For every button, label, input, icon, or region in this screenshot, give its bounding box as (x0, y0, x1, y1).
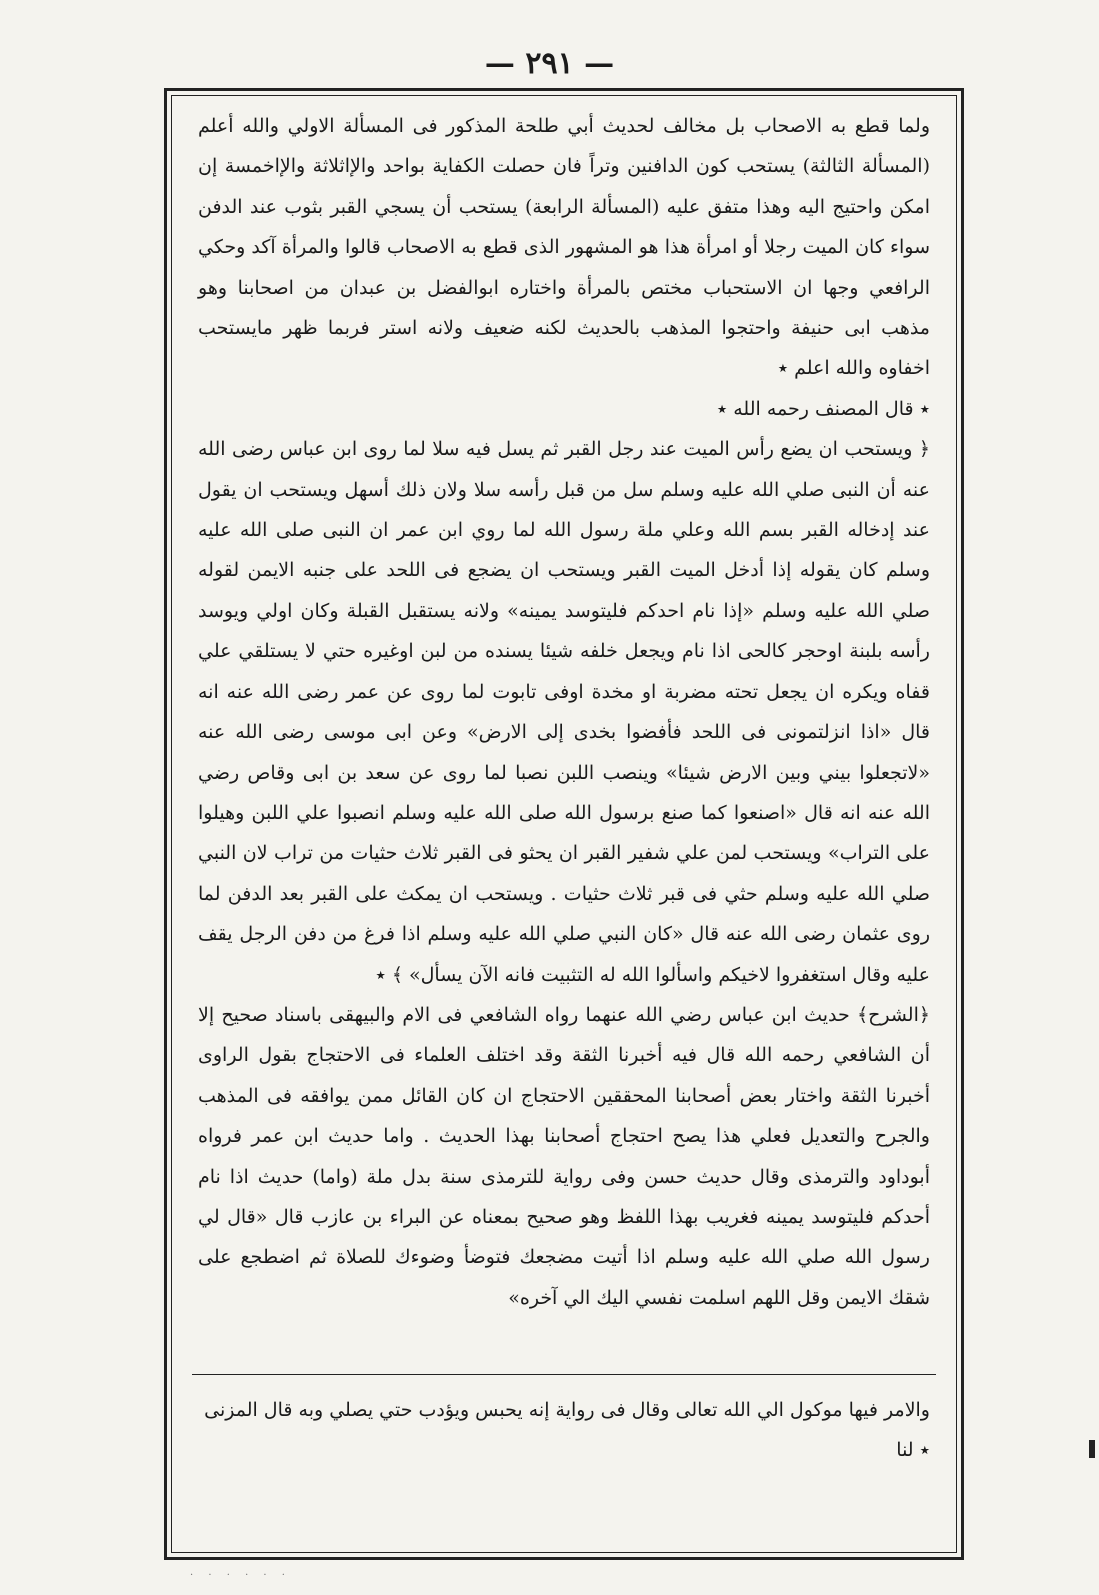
text-frame-inner (171, 95, 957, 1553)
page-number: — ٢٩١ — (484, 46, 615, 81)
paragraph-2: ﴿ ويستحب ان يضع رأس الميت عند رجل القبر ثم يسل فيه سلا لما روى ابن عباس رضى الله عنه أن النبى صلي الله عليه وسلم سل من قبل رأسه سلا ولان ذلك أسهل ويستحب ان يقول عند إدخاله القبر بسم الله وعلي ملة رسول الله لما روي ابن عمر ان النبى صلى الله عليه وسلم كان يقوله إذا أدخل الميت القبر ويستحب ان يضجع فى اللحد على جنبه الايمن لقوله صلي الله عليه وسلم «إذا نام احدكم فليتوسد يمينه» ولانه يستقبل القبلة وكان اولي ويوسد رأسه بلبنة اوحجر كالحى اذا نام ويجعل خلفه شيئا يسنده من لبن اوغيره حتي لا يستلقي علي قفاه ويكره ان يجعل تحته مضربة او مخدة اوفى تابوت لما روى عن عمر رضى الله عنه انه قال «اذا انزلتمونى فى اللحد فأفضوا بخدى إلى الارض» وعن ابى موسى رضى الله عنه «لاتجعلوا بيني وبين الارض شيئا» وينصب اللبن نصبا لما روى عن سعد بن ابى وقاص رضي الله عنه انه قال «اصنعوا كما صنع برسول الله صلى الله عليه وسلم انصبوا علي اللبن وهيلوا على التراب» ويستحب لمن علي شفير القبر ان يحثو فى القبر ثلاث حثيات من تراب لان النبي صلي الله عليه وسلم حثي فى قبر ثلاث حثيات . ويستحب ان يمكث على القبر بعد الدفن لما روى عثمان رضى الله عنه قال «كان النبي صلي الله عليه وسلم اذا فرغ من دفن الرجل يقف عليه وقال استغفروا لاخيكم واسألوا الله له التثبيت فانه الآن يسأل» ﴾ ٭ (198, 438, 930, 986)
section-heading: ٭ قال المصنف رحمه الله ٭ (716, 397, 930, 420)
text-frame (164, 88, 964, 1560)
edge-mark (1089, 1440, 1095, 1458)
main-text (198, 106, 930, 1318)
footnote: والامر فيها موكول الي الله تعالى وقال فى رواية إنه يحبس ويؤدب حتي يصلي وبه قال المزنى ٭ لنا (204, 1399, 930, 1461)
paragraph-3: ﴿الشرح﴾ حديث ابن عباس رضي الله عنهما رواه الشافعي فى الام والبيهقى باسناد صحيح إلا أن الشافعي رحمه الله قال فيه أخبرنا الثقة وقد اختلف العلماء فى الاحتجاج بقول الراوى أخبرنا الثقة واختار بعض أصحابنا المحققين الاحتجاج ان كان القائل ممن يوافقه فى المذهب والجرح والتعديل فعلي هذا يصح احتجاج أصحابنا بهذا الحديث . واما حديث ابن عمر فرواه أبوداود والترمذى وقال حديث حسن وفى رواية للترمذى سنة بدل ملة (واما) حديث اذا نام أحدكم فليتوسد يمينه فغريب بهذا اللفظ وهو صحيح بمعناه عن البراء بن عازب قال «قال لي رسول الله صلي الله عليه وسلم اذا أتيت مضجعك فتوضأ وضوءك للصلاة ثم اضطجع على شقك الايمن وقل اللهم اسلمت نفسي اليك الي آخره» (198, 1003, 930, 1309)
scan-artifacts: · · · · · · (190, 1570, 291, 1581)
footnote-divider (192, 1374, 936, 1375)
paragraph-1: ولما قطع به الاصحاب بل مخالف لحديث أبي طلحة المذكور فى المسألة الاولي والله أعلم (المسألة الثالثة) يستحب كون الدافنين وتراً فان حصلت الكفاية بواحد والإاثلاثة والإاخمسة إن امكن واحتيج اليه وهذا متفق عليه (المسألة الرابعة) يستحب أن يسجي القبر بثوب عند الدفن سواء كان الميت رجلا أو امرأة هذا هو المشهور الذى قطع به الاصحاب قالوا والمرأة آكد وحكي الرافعي وجها ان الاستحباب مختص بالمرأة واختاره ابوالفضل بن عبدان من اصحابنا وهو مذهب ابى حنيفة واحتجوا المذهب بالحديث لكنه ضعيف ولانه استر فربما ظهر مايستحب اخفاوه والله اعلم ٭ (198, 115, 930, 380)
